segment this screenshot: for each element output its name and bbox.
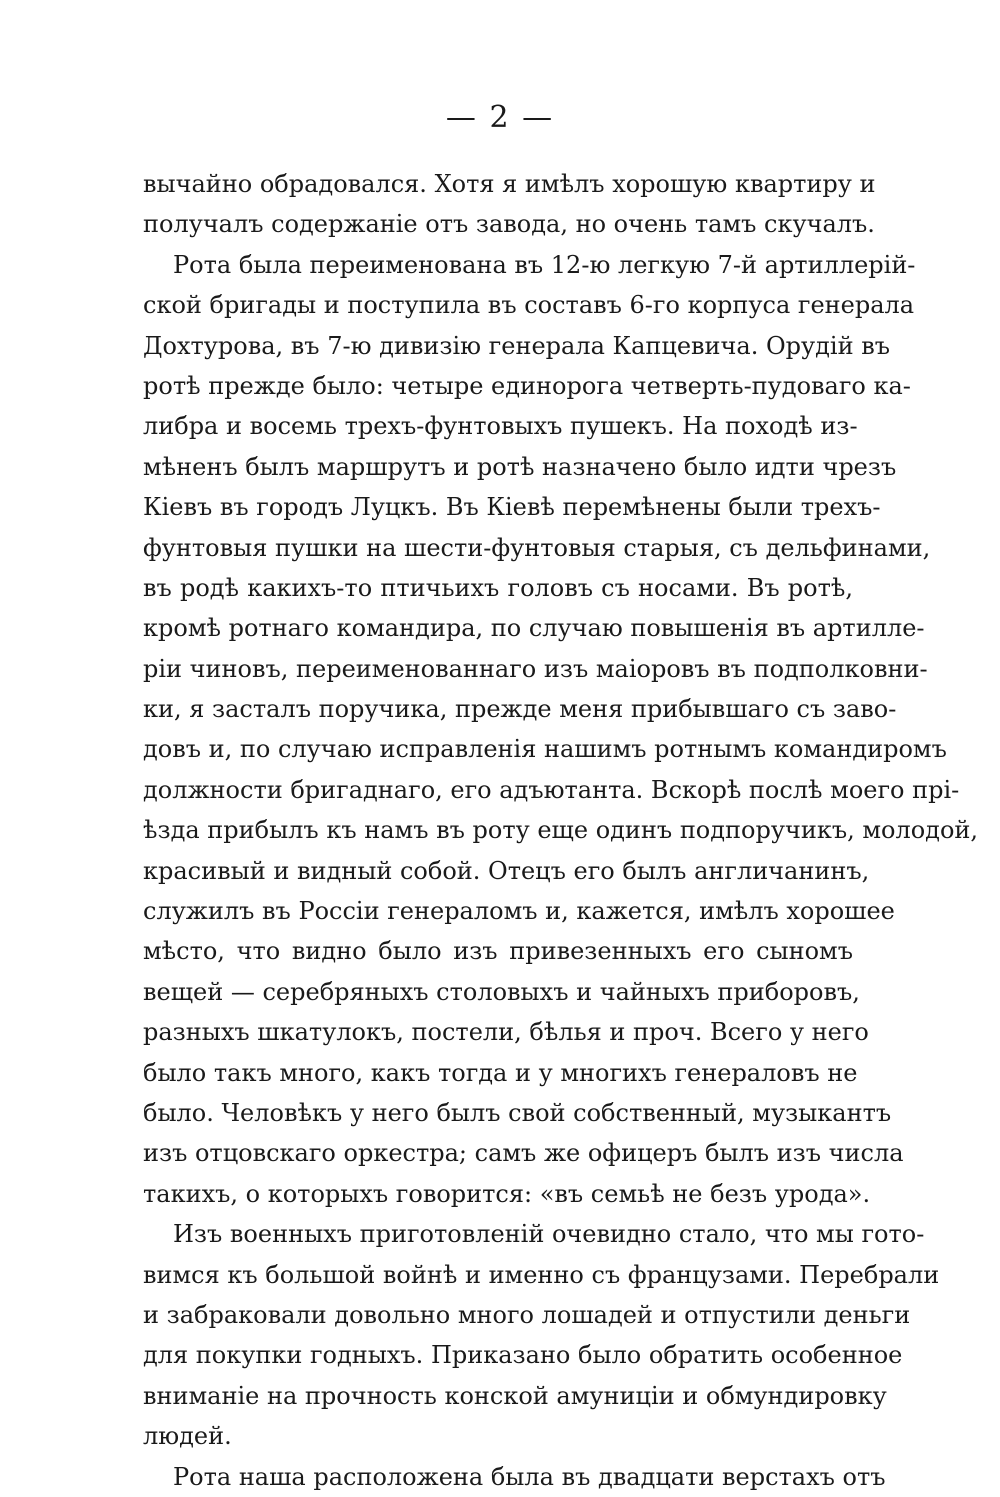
text-line: вимся къ большой войнѣ и именно съ французами. Перебрали [143,1260,940,1289]
text-line: получалъ содержаніе отъ завода, но очень тамъ скучалъ. [143,210,875,239]
text-line: ѣзда прибылъ къ намъ въ роту еще одинъ подпоручикъ, молодой, [143,816,979,845]
text-line: Изъ военныхъ приготовленій очевидно стало, что мы гото- [173,1220,925,1249]
text-line: было. Человѣкъ у него былъ свой собственный, музыкантъ [143,1098,892,1127]
text-line: либра и восемь трехъ-фунтовыхъ пушекъ. На походѣ из- [143,412,858,441]
text-line: вычайно обрадовался. Хотя я имѣлъ хорошую квартиру и [143,170,876,198]
text-line: было такъ много, какъ тогда и у многихъ генераловъ не [143,1058,858,1087]
text-line: Дохтурова, въ 7-ю дивизію генерала Капцевича. Орудій въ [143,331,890,360]
text-line: кромѣ ротнаго командира, по случаю повышенія въ артилле- [143,614,925,643]
text-line: ріи чиновъ, переименованнаго изъ маіоровъ въ подполковни- [143,654,928,683]
text-line: ротѣ прежде было: четыре единорога четверть-пудоваго ка- [143,371,911,400]
text-line: Рота наша расположена была въ двадцати верстахъ отъ [173,1462,886,1491]
text-line: вниманіе на прочность конской амуниціи и обмундировку [143,1381,887,1410]
page-number: — 2 — [445,100,555,135]
text-line: красивый и видный собой. Отецъ его былъ англичанинъ, [143,856,870,885]
text-line: служилъ въ Россіи генераломъ и, кажется, имѣлъ хорошее [143,897,895,926]
text-line: фунтовыя пушки на шести-фунтовыя старыя, съ дельфинами, [143,533,931,562]
text-line: такихъ, о которыхъ говорится: «въ семьѣ не безъ урода». [143,1179,871,1208]
text-line: Кіевъ въ городъ Луцкъ. Въ Кіевѣ перемѣнены были трехъ- [143,493,881,522]
text-line: ки, я засталъ поручика, прежде меня прибывшаго съ заво- [143,695,897,724]
text-line: вещей — серебряныхъ столовыхъ и чайныхъ приборовъ, [143,977,860,1006]
text-line: людей. [143,1422,232,1451]
text-line: мѣсто, что видно было изъ привезенныхъ его сыномъ [143,937,853,966]
text-line: мѣненъ былъ маршрутъ и ротѣ назначено было идти чрезъ [143,452,897,481]
text-line: должности бригаднаго, его адъютанта. Вскорѣ послѣ моего прі- [143,775,960,804]
text-line: въ родѣ какихъ-то птичьихъ головъ съ носами. Въ ротѣ, [143,573,853,602]
text-line: ской бригады и поступила въ составъ 6-го корпуса генерала [143,291,915,320]
text-line: и забраковали довольно много лошадей и отпустили деньги [143,1300,911,1329]
text-line: изъ отцовскаго оркестра; самъ же офицеръ былъ изъ числа [143,1139,904,1168]
text-line: Рота была переименована въ 12-ю легкую 7-й артиллерій- [173,250,916,279]
text-line: довъ и, по случаю исправленія нашимъ ротнымъ командиромъ [143,735,947,764]
body-text [143,164,979,1497]
text-line: разныхъ шкатулокъ, постели, бѣлья и проч. Всего у него [143,1018,869,1047]
text-line: для покупки годныхъ. Приказано было обратить особенное [143,1341,903,1370]
